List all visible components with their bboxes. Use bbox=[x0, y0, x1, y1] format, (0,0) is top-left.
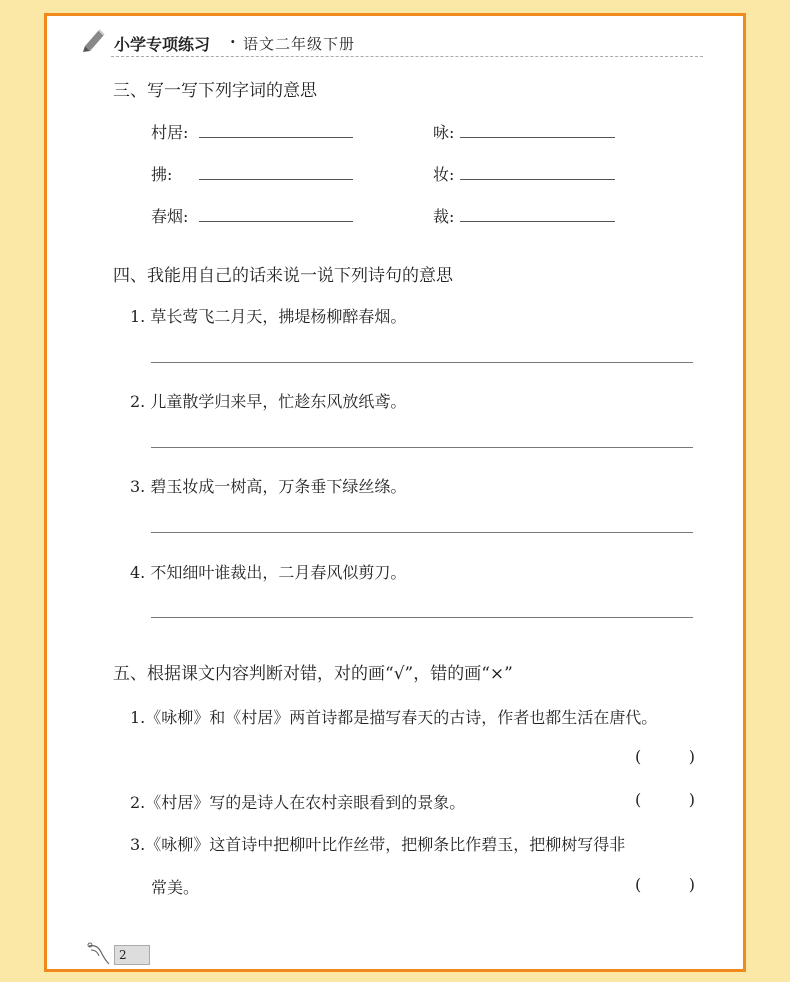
term-label: 拂: bbox=[151, 165, 173, 184]
poem-line: 1. 草长莺飞二月天，拂堤杨柳醉春烟。 bbox=[130, 307, 407, 326]
section5-heading: 五、根据课文内容判断对错，对的画“√”，错的画“×” bbox=[113, 664, 513, 684]
page-number: 2 bbox=[114, 945, 150, 965]
statement-text: 3.《咏柳》这首诗中把柳叶比作丝带，把柳条比作碧玉，把柳树写得非 bbox=[130, 835, 626, 854]
poem-line: 4. 不知细叶谁裁出，二月春风似剪刀。 bbox=[130, 563, 407, 582]
answer-parentheses[interactable]: ( ) bbox=[635, 747, 695, 766]
worksheet-page bbox=[44, 13, 746, 972]
answer-blank[interactable] bbox=[199, 179, 353, 180]
term-label: 裁: bbox=[433, 207, 455, 226]
term-label: 妆: bbox=[433, 165, 455, 184]
answer-parentheses[interactable]: ( ) bbox=[635, 875, 695, 894]
term-label: 春烟: bbox=[151, 207, 189, 226]
header-subtitle: 语文二年级下册 bbox=[243, 35, 356, 53]
answer-blank[interactable] bbox=[460, 137, 615, 138]
statement-text-continued: 常美。 bbox=[151, 878, 200, 897]
answer-line[interactable] bbox=[151, 532, 693, 533]
term-label: 咏: bbox=[433, 123, 455, 142]
answer-line[interactable] bbox=[151, 362, 693, 363]
term-label: 村居: bbox=[151, 123, 189, 142]
poem-line: 3. 碧玉妆成一树高，万条垂下绿丝绦。 bbox=[130, 477, 407, 496]
answer-blank[interactable] bbox=[199, 137, 353, 138]
header-separator: · bbox=[230, 32, 236, 51]
answer-blank[interactable] bbox=[460, 221, 615, 222]
answer-parentheses[interactable]: ( ) bbox=[635, 790, 695, 809]
answer-line[interactable] bbox=[151, 617, 693, 618]
poem-line: 2. 儿童散学归来早，忙趁东风放纸鸢。 bbox=[130, 392, 407, 411]
page-corner-icon bbox=[85, 940, 113, 966]
statement-text: 2.《村居》写的是诗人在农村亲眼看到的景象。 bbox=[130, 793, 466, 812]
header-title: 小学专项练习 bbox=[114, 35, 211, 54]
answer-blank[interactable] bbox=[460, 179, 615, 180]
section3-heading: 三、写一写下列字词的意思 bbox=[113, 81, 317, 101]
pencil-icon bbox=[81, 26, 107, 52]
header-divider bbox=[111, 56, 703, 57]
answer-line[interactable] bbox=[151, 447, 693, 448]
statement-text: 1.《咏柳》和《村居》两首诗都是描写春天的古诗，作者也都生活在唐代。 bbox=[130, 708, 658, 727]
answer-blank[interactable] bbox=[199, 221, 353, 222]
section4-heading: 四、我能用自己的话来说一说下列诗句的意思 bbox=[113, 266, 453, 286]
